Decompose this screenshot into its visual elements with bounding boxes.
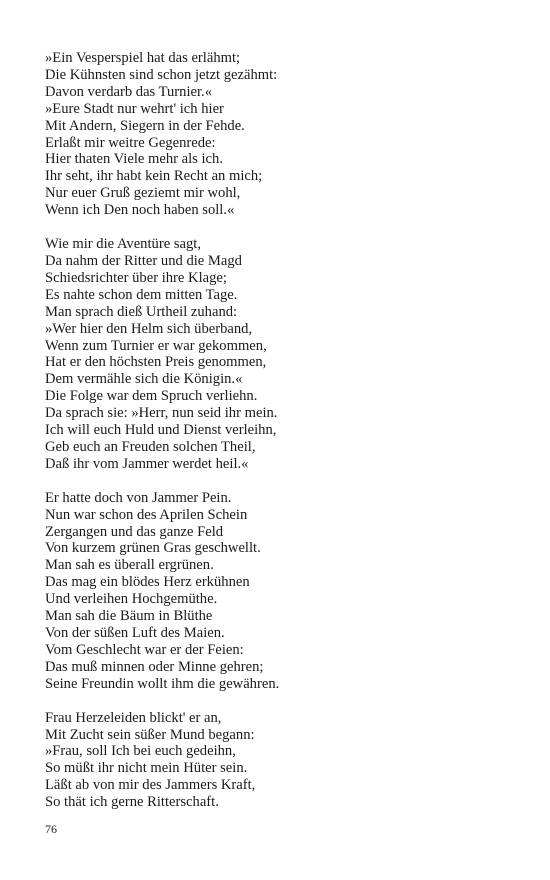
poem-line: Man sprach dieß Urtheil zuhand: xyxy=(45,303,238,320)
poem-line: Schiedsrichter über ihre Klage; xyxy=(45,269,227,286)
poem-line: Dem vermähle sich die Königin.« xyxy=(45,371,243,388)
poem-line: Mit Zucht sein süßer Mund begann: xyxy=(45,726,255,743)
poem-line: Frau Herzeleiden blickt' er an, xyxy=(45,709,222,726)
poem-text-block xyxy=(45,50,525,828)
poem-line: Und verleihen Hochgemüthe. xyxy=(45,591,218,608)
poem-line: Man sah es überall ergrünen. xyxy=(45,557,214,574)
poem-line: Erlaßt mir weitre Gegenrede: xyxy=(45,134,216,151)
poem-line: »Ein Vesperspiel hat das erlähmt; xyxy=(45,50,241,66)
stanza-1 xyxy=(45,50,525,219)
poem-line: »Frau, soll Ich bei euch gedeihn, xyxy=(45,743,236,760)
poem-line: Vom Geschlecht war er der Feien: xyxy=(45,641,244,658)
poem-line: »Wer hier den Helm sich überband, xyxy=(45,320,253,337)
poem-line: Es nahte schon dem mitten Tage. xyxy=(45,286,238,303)
poem-line: Ihr seht, ihr habt kein Recht an mich; xyxy=(45,168,263,185)
poem-line: Das mag ein blödes Herz erkühnen xyxy=(45,574,250,591)
poem-line: So müßt ihr nicht mein Hüter sein. xyxy=(45,760,248,777)
stanza-4 xyxy=(45,710,525,811)
stanza-2 xyxy=(45,236,525,473)
poem-line: »Eure Stadt nur wehrt' ich hier xyxy=(45,100,224,117)
poem-line: Nun war schon des Aprilen Schein xyxy=(45,506,248,523)
poem-line: Da nahm der Ritter und die Magd xyxy=(45,252,242,269)
stanza-3 xyxy=(45,490,525,693)
poem-line: Von kurzem grünen Gras geschwellt. xyxy=(45,540,261,557)
poem-line: Die Kühnsten sind schon jetzt gezähmt: xyxy=(45,66,278,83)
poem-line: Mit Andern, Siegern in der Fehde. xyxy=(45,117,245,134)
poem-line: Man sah die Bäum in Blüthe xyxy=(45,608,213,625)
poem-line: Hier thaten Viele mehr als ich. xyxy=(45,151,223,168)
poem-line: Die Folge war dem Spruch verliehn. xyxy=(45,388,258,405)
poem-line: Davon verdarb das Turnier.« xyxy=(45,83,212,100)
poem-line: Das muß minnen oder Minne gehren; xyxy=(45,658,264,675)
poem-line: Geb euch an Freuden solchen Theil, xyxy=(45,438,256,455)
poem-line: Läßt ab von mir des Jammers Kraft, xyxy=(45,777,256,794)
poem-line: Hat er den höchsten Preis genommen, xyxy=(45,354,267,371)
poem-line: Zergangen und das ganze Feld xyxy=(45,523,224,540)
poem-line: Daß ihr vom Jammer werdet heil.« xyxy=(45,455,249,472)
poem-line: So thät ich gerne Ritterschaft. xyxy=(45,794,219,811)
poem-line: Da sprach sie: »Herr, nun seid ihr mein. xyxy=(45,405,278,422)
page-number: 76 xyxy=(45,822,57,836)
poem-line: Von der süßen Luft des Maien. xyxy=(45,625,225,641)
poem-line: Seine Freundin wollt ihm die gewähren. xyxy=(45,675,280,692)
poem-line: Ich will euch Huld und Dienst verleihn, xyxy=(45,422,277,439)
poem-line: Wenn ich Den noch haben soll.« xyxy=(45,202,235,219)
poem-line: Wie mir die Aventüre sagt, xyxy=(45,236,201,253)
poem-line: Wenn zum Turnier er war gekommen, xyxy=(45,337,267,354)
poem-line: Nur euer Gruß geziemt mir wohl, xyxy=(45,185,241,202)
poem-line: Er hatte doch von Jammer Pein. xyxy=(45,489,232,506)
